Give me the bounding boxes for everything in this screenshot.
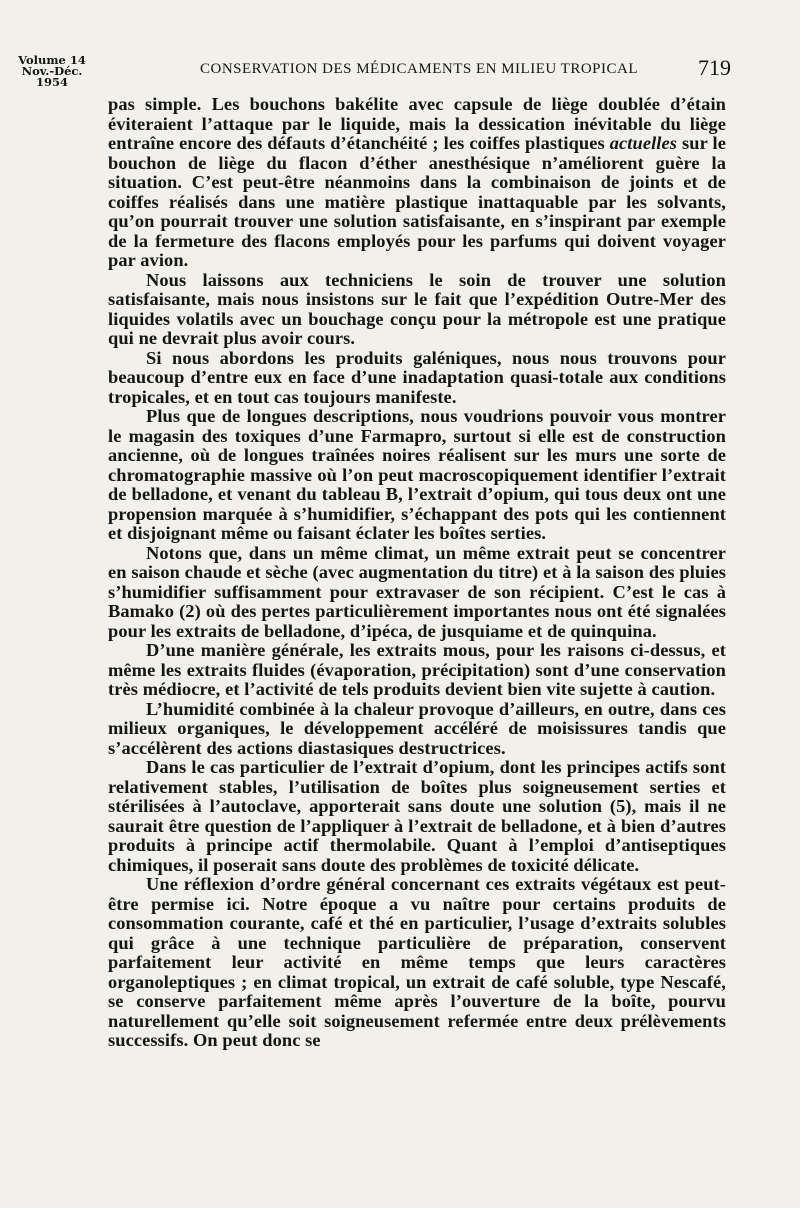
paragraph: Plus que de longues descriptions, nous voudrions pouvoir vous montrer le magasin des toxiques d’une Farmapro, surtout si elle est de construction ancienne, où de longues traînées noires réalisent sur les murs une sorte de chromatographie massive où l’on peut macroscopiquement identifier l’extrait de belladone, et venant du tableau B, l’extrait d’opium, qui tous deux ont une propension marquée à s’humidifier, s’échappant des pots qui les contiennent et disjoignant même ou faisant éclater les boîtes serties. — [108, 406, 726, 543]
paragraph: Nous laissons aux techniciens le soin de trouver une solution satisfaisante, mais nous insistons sur le fait que l’expédition Outre-Mer des liquides volatils avec un bouchage conçu pour la métropole est une pratique qui ne devrait plus avoir cours. — [108, 269, 726, 348]
paragraph: Si nous abordons les produits galéniques, nous nous trouvons pour beaucoup d’entre eux en face d’une inadaptation quasi-totale aux conditions tropicales, et en tout cas toujours manifeste. — [108, 347, 726, 407]
paragraph: Une réflexion d’ordre général concernant ces extraits végétaux est peut-être permise ici. Notre époque a vu naître pour certains produits de consommation courante, café et thé en particulier, l’usage d’extraits solubles qui grâce à une technique particulière de préparation, conservent parfaitement leur activité en même temps que leurs caractères organoleptiques ; en climat tropical, un extrait de café soluble, type Nescafé, se conserve parfaitement même après l’ouverture de la boîte, pourvu naturellement qu’elle soit soigneusement refermée entre deux prélèvements successifs. On peut donc se — [108, 874, 726, 1050]
issue-date-label: Nov.-Déc. 1954 — [21, 64, 83, 89]
article-body — [108, 95, 726, 1051]
volume-issue-label — [6, 55, 98, 88]
paragraph-text: pas simple. Les bouchons bakélite avec capsule de liège doublée d’étain éviteraient l’attaque par le liquide, mais la dessication inévitable du liège entraîne encore des défauts d’étanchéité ; les coiffes plastiques — [108, 94, 726, 153]
emphasized-word: actuelles — [609, 133, 678, 153]
paragraph — [108, 95, 726, 271]
paragraph: Notons que, dans un même climat, un même extrait peut se concentrer en saison chaude et sèche (avec augmentation du titre) et à la saison des pluies s’humidifier suffisamment pour extravaser de son récipient. C’est le cas à Bamako (2) où des pertes particulièrement importantes nous ont été signalées pour les extraits de belladone, d’ipéca, de jusquiame et de quinquina. — [108, 542, 726, 641]
running-title: CONSERVATION DES MÉDICAMENTS EN MILIEU TROPICAL — [200, 61, 639, 77]
paragraph: L’humidité combinée à la chaleur provoque d’ailleurs, en outre, dans ces milieux organiques, le développement accéléré de moisissures tandis que s’accélèrent des actions diastasiques destructrices. — [108, 698, 726, 758]
page-number: 719 — [698, 55, 731, 80]
paragraph: D’une manière générale, les extraits mous, pour les raisons ci-dessus, et même les extraits fluides (évaporation, précipitation) sont d’une conservation très médiocre, et l’activité de tels produits devient bien vite sujette à caution. — [108, 640, 726, 699]
paragraph-text-continued: sur le bouchon de liège du flacon d’éther anesthésique n’améliorent guère la situation. C’est peut-être néanmoins dans la combinaison de joints et de coiffes réalisés dans une matière plastique inattaquable par les solvants, qu’on pourrait trouver une solution satisfaisante, en s’inspirant par exemple de la fermeture des flacons employés pour les parfums qui doivent voyager par avion. — [108, 133, 726, 270]
paragraph: Dans le cas particulier de l’extrait d’opium, dont les principes actifs sont relativement stables, l’utilisation de boîtes plus soigneusement serties et stérilisées à l’autoclave, apporterait sans doute une solution (5), mais il ne saurait être question de l’appliquer à l’extrait de belladone, et à bien d’autres produits à principe actif thermolabile. Quant à l’emploi d’antiseptiques chimiques, il poserait sans doute des problèmes de toxicité délicate. — [108, 757, 726, 875]
page-header — [0, 55, 800, 95]
volume-label: Volume 14 — [18, 53, 86, 67]
